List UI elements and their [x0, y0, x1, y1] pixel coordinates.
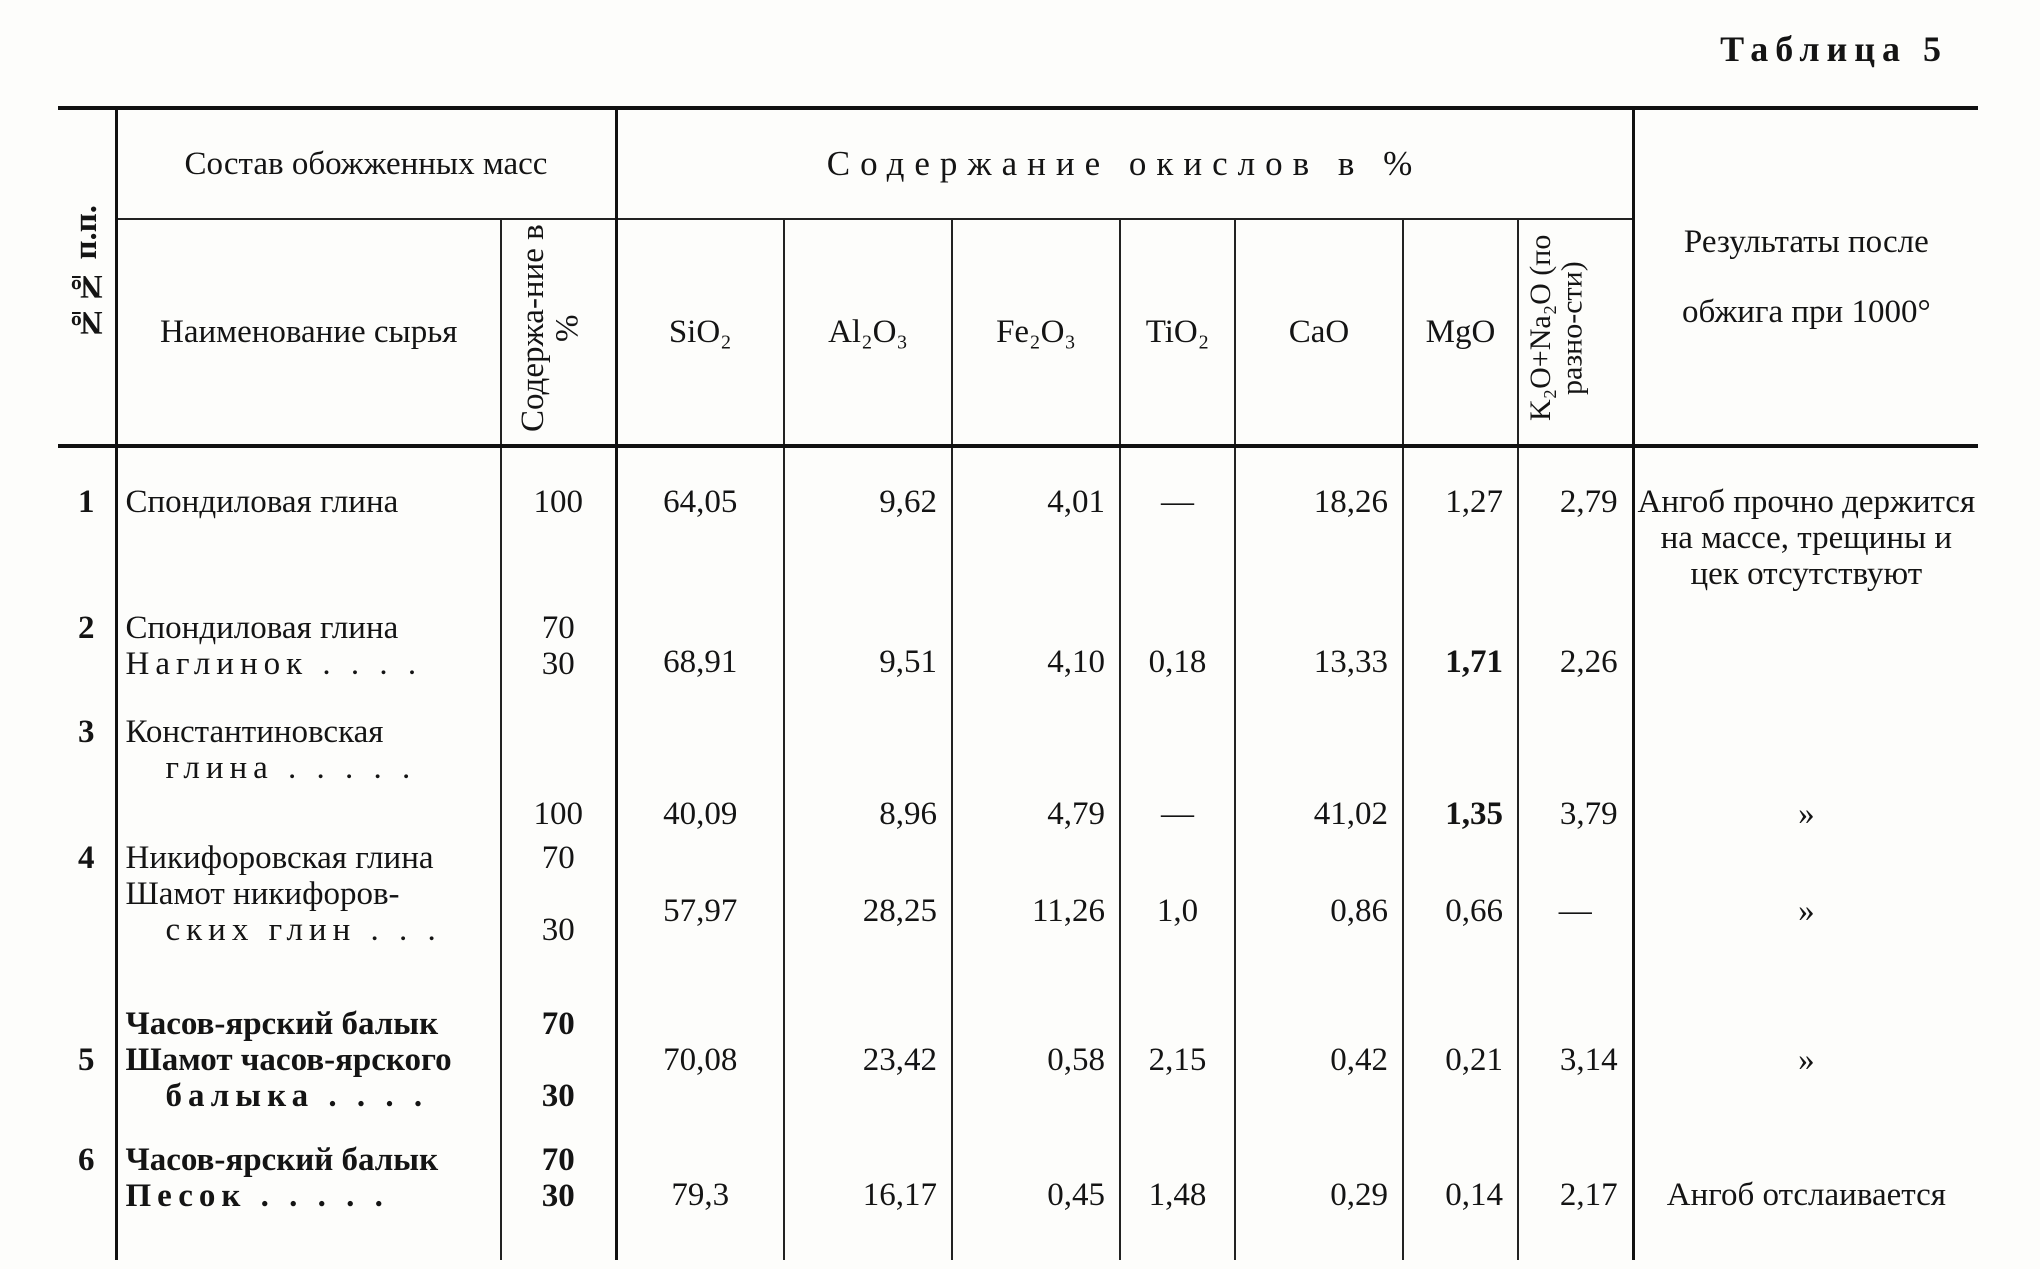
row-num: 3: [78, 714, 95, 750]
result-cell: Ангоб прочно держится на массе, трещины и цек отсутствуют: [1633, 446, 1978, 714]
k2o-na2o-cell: 3,79: [1518, 714, 1633, 832]
content-cell: 70 30: [501, 610, 616, 714]
mgo-cell: 0,21: [1403, 990, 1518, 1130]
al2o3-header: Al₂O₃: [784, 219, 952, 446]
tio2-cell: 1,0: [1120, 832, 1235, 990]
data-table: [58, 106, 1978, 1260]
fe2o3-cell: 4,79: [952, 714, 1120, 832]
sio2-cell: 40,09: [616, 714, 784, 832]
composition-group-header: Состав обожженных масс: [116, 108, 616, 219]
table-row: [58, 990, 1978, 1130]
table-caption: Таблица 5: [1720, 29, 1948, 69]
cao-cell: 0,86: [1235, 832, 1403, 990]
k2o-na2o-cell: 3,14: [1518, 990, 1633, 1130]
table-row: [58, 1130, 1978, 1260]
raw-material-cell: Спондиловая глина Наглинок . . . .: [116, 610, 501, 714]
al2o3-cell: 9,51: [784, 610, 952, 714]
al2o3-cell: 16,17: [784, 1130, 952, 1260]
raw-material-header: Наименование сырья: [116, 219, 501, 446]
tio2-cell: 0,18: [1120, 610, 1235, 714]
al2o3-cell: 23,42: [784, 990, 952, 1130]
tio2-cell: 2,15: [1120, 990, 1235, 1130]
result-cell: »: [1633, 990, 1978, 1130]
k2o-na2o-header: K₂O+Na₂O (по разно-сти): [1518, 219, 1633, 446]
row-num: 1: [78, 484, 95, 520]
mgo-cell: 1,71: [1403, 610, 1518, 714]
sio2-header: SiO₂: [616, 219, 784, 446]
table-row: [58, 832, 1978, 990]
fe2o3-cell: 0,45: [952, 1130, 1120, 1260]
content-cell: 70 30: [501, 1130, 616, 1260]
tio2-cell: 1,48: [1120, 1130, 1235, 1260]
fe2o3-cell: 11,26: [952, 832, 1120, 990]
sio2-cell: 57,97: [616, 832, 784, 990]
sio2-cell: 64,05: [616, 446, 784, 610]
al2o3-cell: 9,62: [784, 446, 952, 610]
oxides-group-header: Содержание окислов в %: [616, 108, 1633, 219]
data-table-wrapper: [58, 106, 1978, 1214]
cao-cell: 0,42: [1235, 990, 1403, 1130]
sio2-cell: 68,91: [616, 610, 784, 714]
k2o-na2o-cell: 2,26: [1518, 610, 1633, 714]
table-row: [58, 446, 1978, 610]
row-num: 6: [78, 1142, 95, 1178]
content-cell: 100: [501, 446, 616, 610]
mgo-cell: 1,27: [1403, 446, 1518, 610]
mgo-cell: 1,35: [1403, 714, 1518, 832]
result-cell: Ангоб отслаивается: [1633, 1130, 1978, 1260]
tio2-header: TiO₂: [1120, 219, 1235, 446]
raw-material-cell: Константиновская глина . . . . .: [116, 714, 501, 832]
row-num: 2: [78, 610, 95, 646]
fe2o3-header: Fe₂O₃: [952, 219, 1120, 446]
sio2-cell: 70,08: [616, 990, 784, 1130]
raw-material-cell: Часов-ярский балык Шамот часов-ярского балыка . . . .: [116, 990, 501, 1130]
fe2o3-cell: 0,58: [952, 990, 1120, 1130]
num-col-header: №№ п.п.: [58, 108, 116, 446]
fe2o3-cell: 4,10: [952, 610, 1120, 714]
cao-cell: 18,26: [1235, 446, 1403, 610]
mgo-cell: 0,66: [1403, 832, 1518, 990]
raw-material-cell: Часов-ярский балык Песок . . . . .: [116, 1130, 501, 1260]
k2o-na2o-cell: 2,79: [1518, 446, 1633, 610]
raw-material-cell: Никифоровская глина Шамот никифоров- ских глин . . .: [116, 832, 501, 990]
al2o3-cell: 28,25: [784, 832, 952, 990]
content-pct-header: Содержа-ние в %: [501, 219, 616, 446]
mgo-cell: 0,14: [1403, 1130, 1518, 1260]
tio2-cell: —: [1120, 446, 1235, 610]
k2o-na2o-cell: 2,17: [1518, 1130, 1633, 1260]
table-row: [58, 714, 1978, 832]
cao-cell: 0,29: [1235, 1130, 1403, 1260]
cao-cell: 41,02: [1235, 714, 1403, 832]
fe2o3-cell: 4,01: [952, 446, 1120, 610]
mgo-header: MgO: [1403, 219, 1518, 446]
row-num: 5: [78, 1042, 95, 1078]
content-cell: 70 30: [501, 990, 616, 1130]
result-cell: »: [1633, 714, 1978, 832]
content-cell: 70 30: [501, 832, 616, 990]
content-cell: 100: [501, 714, 616, 832]
sio2-cell: 79,3: [616, 1130, 784, 1260]
header-row-1: [58, 108, 1978, 219]
cao-cell: 13,33: [1235, 610, 1403, 714]
k2o-na2o-cell: —: [1518, 832, 1633, 990]
al2o3-cell: 8,96: [784, 714, 952, 832]
cao-header: CaO: [1235, 219, 1403, 446]
results-header: Результаты после обжига при 1000°: [1633, 108, 1978, 446]
tio2-cell: —: [1120, 714, 1235, 832]
row-num: 4: [78, 840, 95, 876]
result-cell: »: [1633, 832, 1978, 990]
raw-material-cell: Спондиловая глина: [116, 446, 501, 610]
